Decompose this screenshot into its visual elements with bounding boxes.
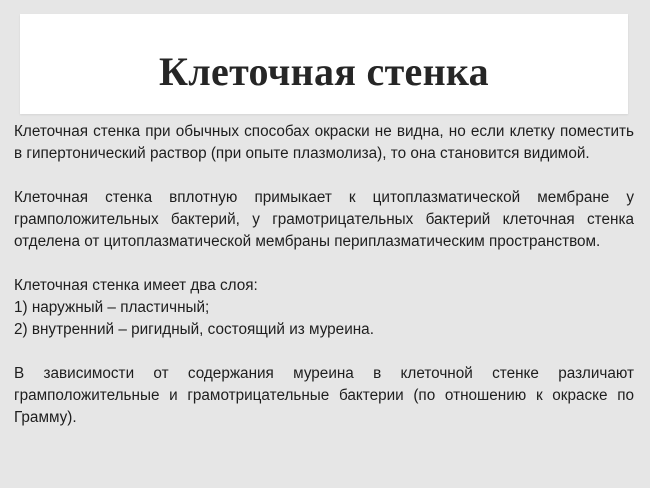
paragraph-membrane: Клеточная стенка вплотную примыкает к цитоплазматической мембране у грамположительных бактерий, у грамотрицательных бактерий клеточная стенка отделена от цитоплазматической мембраны периплазматическим пространством. bbox=[14, 189, 634, 250]
layer-item-outer: 1) наружный – пластичный; bbox=[14, 299, 210, 316]
layers-intro: Клеточная стенка имеет два слоя: bbox=[14, 277, 258, 294]
slide-body bbox=[14, 121, 634, 451]
slide-title: Клеточная стенка bbox=[159, 48, 489, 94]
paragraph-layers bbox=[14, 275, 634, 341]
title-band bbox=[20, 14, 628, 114]
layer-item-inner: 2) внутренний – ригидный, состоящий из муреина. bbox=[14, 321, 374, 338]
paragraph-visibility: Клеточная стенка при обычных способах окраски не видна, но если клетку поместить в гипертонический раствор (при опыте плазмолиза), то она становится видимой. bbox=[14, 123, 634, 162]
paragraph-gram: В зависимости от содержания муреина в клеточной стенке различают грамположительные и грамотрицательные бактерии (по отношению к окраске по Грамму). bbox=[14, 365, 634, 426]
